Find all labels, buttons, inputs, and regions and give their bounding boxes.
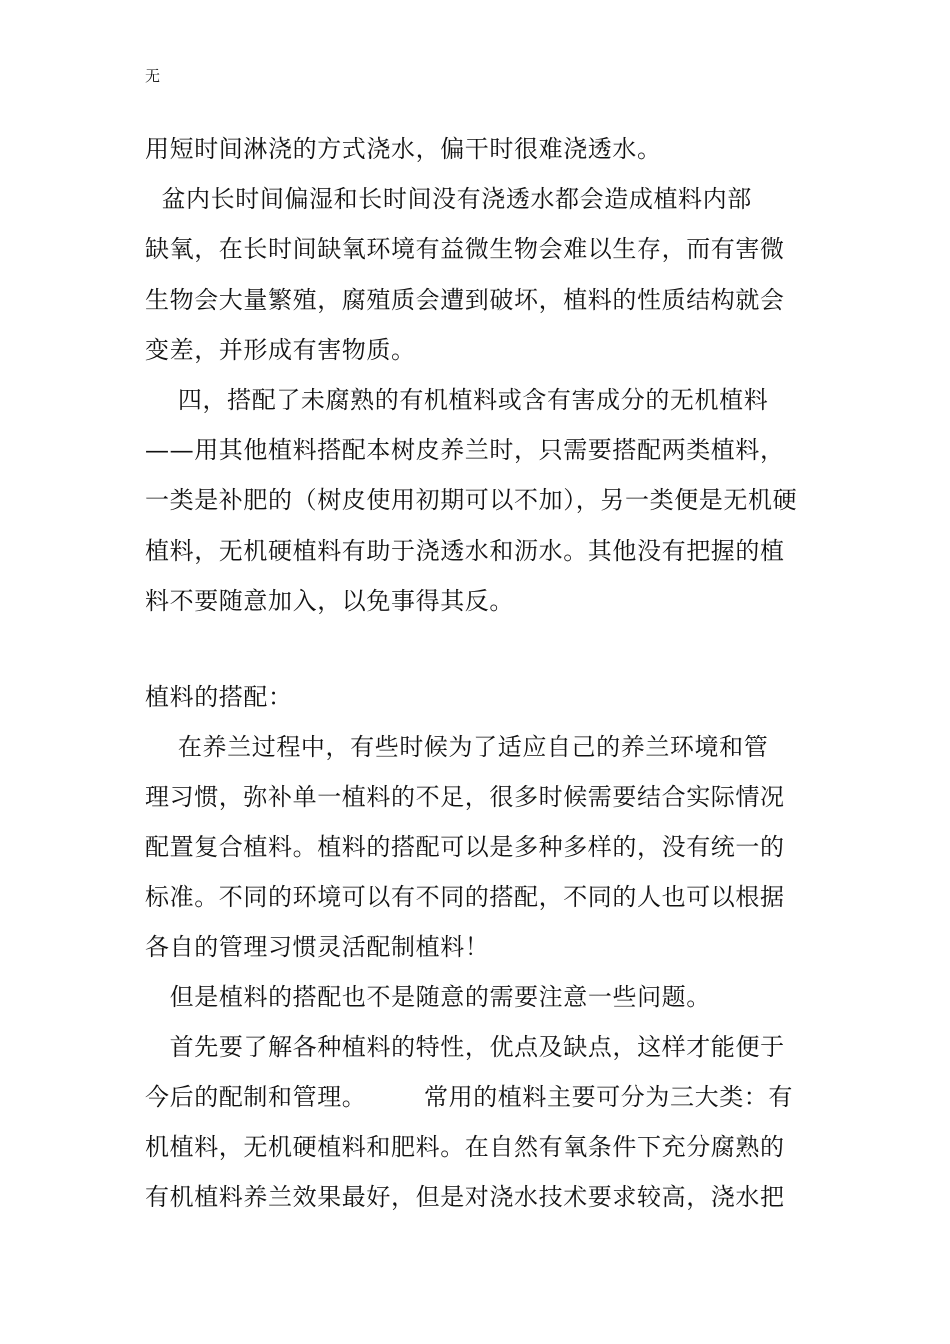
paragraph-line: 机植料，无机硬植料和肥料。在自然有氧条件下充分腐熟的 — [145, 1133, 785, 1161]
paragraph-line: 一类是补肥的（树皮使用初期可以不加），另一类便是无机硬 — [145, 486, 798, 514]
section-heading: 植料的搭配： — [145, 683, 293, 711]
paragraph-line: 配置复合植料。植料的搭配可以是多种多样的，没有统一的 — [145, 833, 785, 861]
paragraph-line: 生物会大量繁殖，腐殖质会遭到破坏，植料的性质结构就会 — [145, 286, 785, 314]
paragraph-line: 标准。不同的环境可以有不同的搭配，不同的人也可以根据 — [145, 883, 785, 911]
paragraph-line: 变差，并形成有害物质。 — [145, 336, 416, 364]
paragraph-line: 今后的配制和管理。 常用的植料主要可分为三大类：有 — [145, 1083, 794, 1111]
paragraph-line: 在养兰过程中，有些时候为了适应自己的养兰环境和管 — [145, 733, 769, 761]
paragraph-line: 料不要随意加入，以免事得其反。 — [145, 587, 514, 615]
paragraph-line: 各自的管理习惯灵活配制植料！ — [145, 933, 490, 961]
paragraph-line: 但是植料的搭配也不是随意的需要注意一些问题。 — [145, 983, 711, 1011]
paragraph-line: 缺氧，在长时间缺氧环境有益微生物会难以生存，而有害微 — [145, 235, 785, 263]
paragraph-line: 用短时间淋浇的方式浇水，偏干时很难浇透水。 — [145, 135, 662, 163]
paragraph-line: 有机植料养兰效果最好，但是对浇水技术要求较高，浇水把 — [145, 1183, 785, 1211]
paragraph-line: 四，搭配了未腐熟的有机植料或含有害成分的无机植料 — [145, 386, 769, 414]
paragraph-line: 植料，无机硬植料有助于浇透水和沥水。其他没有把握的植 — [145, 537, 785, 565]
paragraph-line: 首先要了解各种植料的特性，优点及缺点，这样才能便于 — [145, 1033, 785, 1061]
paragraph-line: ——用其他植料搭配本树皮养兰时，只需要搭配两类植料， — [145, 436, 785, 464]
page-header: 无 — [145, 67, 161, 85]
paragraph-line: 理习惯，弥补单一植料的不足，很多时候需要结合实际情况 — [145, 783, 785, 811]
paragraph-line: 盆内长时间偏湿和长时间没有浇透水都会造成植料内部 — [145, 185, 752, 213]
